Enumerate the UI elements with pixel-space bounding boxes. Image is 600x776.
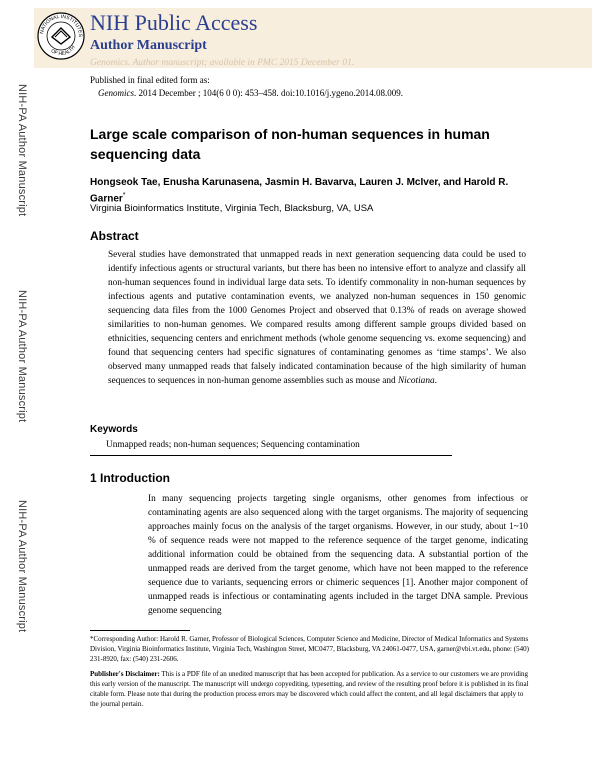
side-label-1: NIH-PA Author Manuscript [16,84,28,217]
introduction-heading: 1 Introduction [90,471,170,485]
abstract-text: Several studies have demonstrated that unmapped reads in next generation sequencing data could be used to identify infectious agents or structural variants, but there has been no intensive effort to analyze and classify all non-human sequences found in individual large data sets. To identify commonality in non-human sequences by infectious agents and putative contamination events, we analyzed non-human sequences in 150 genomic sequencing data files from the 1000 Genomes Project and observed that 0.13% of reads on average showed similarities to non-human genomes. We compared results among different sample groups divided based on ethnicities, sequencing centers and enrichment methods (whole genome sequencing vs. exome sequencing) and found that sequencing centers had specific signatures of contaminating genomes as ‘time stamps’. We also observed many unmapped reads that falsely indicated contamination because of the high similarity of human sequences to sequences in non-human genome assemblies such as mouse and [108,250,526,386]
abstract-body [108,248,526,388]
abstract-italic-term: Nicotiana [397,376,435,386]
side-label-3: NIH-PA Author Manuscript [16,500,28,633]
published-note: Published in final edited form as: [90,75,210,85]
disclaimer-text: This is a PDF file of an unedited manuscript that has been accepted for publication. As a service to our customers we are providing this early version of the manuscript. The manuscript will undergo copyediting, typesetting, and review of the resulting proof before it is published in its final citable form. Please note that during the production process errors may be discovered which could affect the content, and all legal disclaimers that apply to the journal pertain. [90,670,529,708]
footnote-divider [90,630,190,631]
corresponding-mark: * [122,192,126,199]
corresponding-author-footnote: *Corresponding Author: Harold R. Garner, Professor of Biological Sciences, Computer Science and Medicine, Director of Medical Informatics and Systems Division, Virginia Bioinformatics Institute, Virginia Tech, Washington Street, MC0477, Blacksburg, VA 24061-0477, USA, garner@vbi.vt.edu, phone: (540) 231-8920, fax: (540) 231-2606. [90,635,529,663]
side-label-2: NIH-PA Author Manuscript [16,290,28,423]
availability-note: Genomics. Author manuscript; available in PMC 2015 December 01. [90,58,355,68]
keywords-heading: Keywords [90,424,138,435]
paper-title: Large scale comparison of non-human sequences in human sequencing data [90,126,490,162]
author-list [90,176,520,205]
publisher-disclaimer [90,669,530,709]
citation [98,88,403,98]
nih-seal-icon [36,11,86,61]
disclaimer-label: Publisher's Disclaimer: [90,670,160,678]
seal-text-bottom: OF HEALTH [49,44,77,58]
header-subtitle: Author Manuscript [90,38,207,53]
affiliation: Virginia Bioinformatics Institute, Virginia Tech, Blacksburg, VA, USA [90,203,374,214]
citation-details: . 2014 December ; 104(6 0 0): 453–458. doi:10.1016/j.ygeno.2014.08.009. [134,88,403,98]
abstract-end: . [434,376,437,386]
abstract-heading: Abstract [90,229,139,243]
keywords-divider [90,455,452,456]
seal-text-top: NATIONAL INSTITUTES [39,13,84,38]
author-names: Hongseok Tae, Enusha Karunasena, Jasmin H. Bavarva, Lauren J. McIver, and Harold R. Garner [90,177,509,205]
journal-name: Genomics [98,88,134,98]
keywords-list: Unmapped reads; non-human sequences; Sequencing contamination [106,440,360,450]
header-title: NIH Public Access [90,10,258,35]
introduction-body: In many sequencing projects targeting single organisms, other genomes from infectious or contaminating agents are also sequenced along with the target organisms. The majority of sequencing approaches mainly focus on the analysis of the target organisms. However, in our study, about 1~10 % of sequence reads were not mapped to the reference sequence of the target genome, indicating additional information could be obtained from the sequencing data. A substantial portion of the unmapped reads are derived from the target genome, which have not been mapped to the reference sequence due to variants, sequencing errors or chimeric sequences [1]. Another major component of unmapped reads is infectious or contaminating agents included in the target DNA sample. Previous genome sequencing [148,494,528,616]
